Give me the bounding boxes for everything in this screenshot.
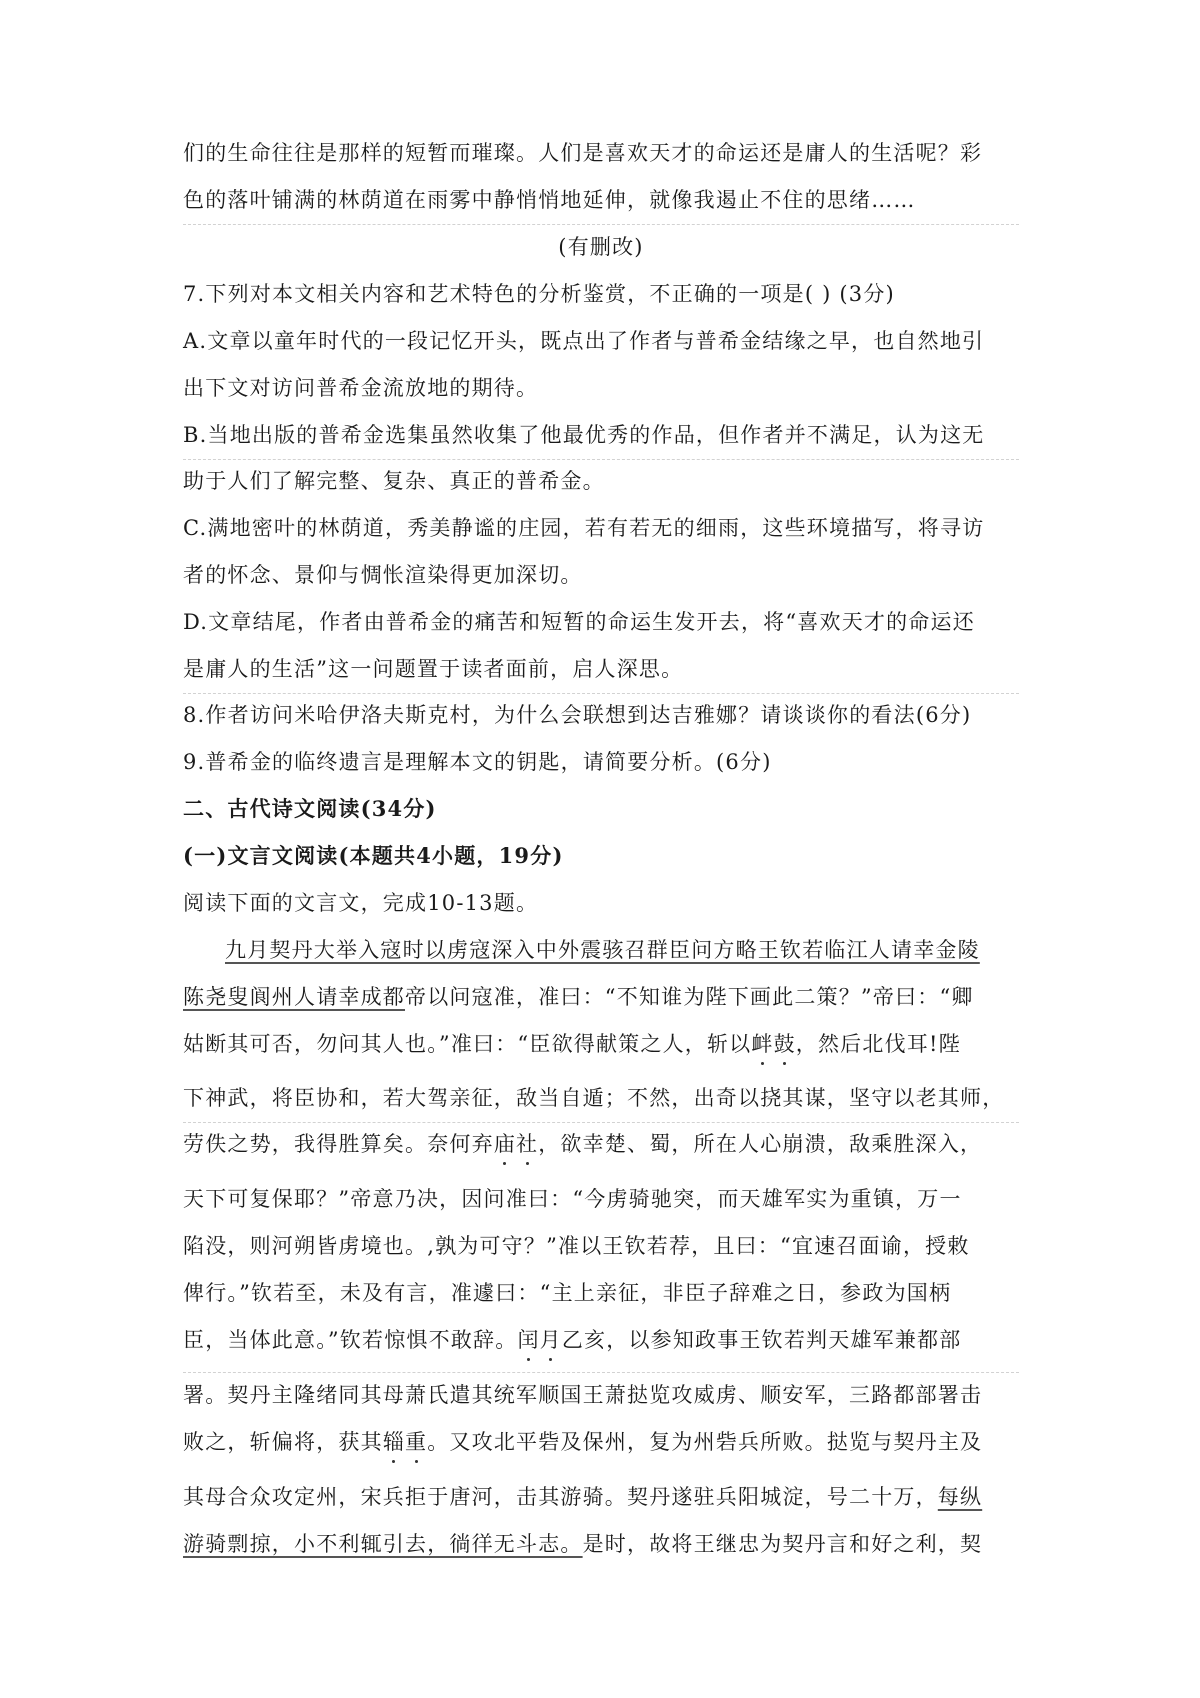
section-heading: 二、古代诗文阅读(34分) [183,796,437,821]
emphasis-char: 鼓 [774,1029,796,1059]
classical-line [183,982,1019,1012]
classical-text: ，然后北伐耳!陛 [795,1032,961,1056]
classical-text: 帝以问寇准，准曰：“不知谁为陛下画此二策？”帝曰：“卿 [405,985,974,1009]
classical-line [225,935,1019,965]
underlined-sentence: 每纵 [937,1485,983,1509]
classical-text: 败之，斩偏将，获其 [183,1430,383,1454]
classical-text: 臣，当体此意。”钦若惊惧不敢辞。 [183,1328,518,1352]
emphasis-char: 重 [405,1427,427,1457]
question-9: 9.普希金的临终遗言是理解本文的钥匙，请简要分析。(6分) [183,750,772,774]
classical-line: 署。契丹主隆绪同其母萧氏遣其统军顺国王萧挞览攻威虏、顺安军，三路都部署击 [183,1383,983,1407]
question-7-option-c: C.满地密叶的林荫道，秀美静谧的庄园，若有若无的细雨，这些环境描写，将寻访 [183,516,985,540]
classical-text: 乙亥，以参知政事王钦若判天雄军兼都部 [561,1328,962,1352]
classical-text: ，欲幸楚、蜀，所在人心崩溃，敌乘胜深入， [538,1132,983,1156]
dotted-divider [183,224,1019,225]
classical-line: 陷没，则河朔皆虏境也。,孰为可守？”准以王钦若荐，且曰：“宜速召面谕，授敕 [183,1234,970,1258]
source-note: (有删改) [558,235,644,259]
dotted-divider [183,459,1019,460]
classical-text: 是时，故将王继忠为契丹言和好之利，契 [582,1532,983,1556]
classical-line: 俾行。”钦若至，未及有言，准遽曰：“主上亲征，非臣子辞难之日，参政为国柄 [183,1281,952,1305]
question-7-option-d: D.文章结尾，作者由普希金的痛苦和短暂的命运生发开去，将“喜欢天才的命运还 [183,610,975,634]
question-7-option-a: A.文章以童年时代的一段记忆开头，既点出了作者与普希金结缘之早，也自然地引 [183,329,985,353]
emphasis-char: 月 [540,1325,562,1355]
classical-text: 其母合众攻定州，宋兵拒于唐河，击其游骑。契丹遂驻兵阳城淀，号二十万， [183,1485,938,1509]
subsection-heading: (一)文言文阅读(本题共4小题，19分) [183,843,564,868]
question-8: 8.作者访问米哈伊洛夫斯克村，为什么会联想到达吉雅娜？请谈谈你的看法(6分) [183,703,972,727]
emphasis-char: 衅 [751,1029,773,1059]
dotted-divider [183,693,1019,694]
classical-line [183,1427,1019,1457]
classical-text: 姑断其可否，勿问其人也。”准曰：“臣欲得献策之人，斩以 [183,1032,752,1056]
classical-text: 。又攻北平砦及保州，复为州砦兵所败。挞览与契丹主及 [427,1430,983,1454]
underlined-sentence: 游骑剽掠，小不利辄引去，徜徉无斗志。 [183,1532,583,1556]
classical-line [183,1482,1019,1512]
classical-line: 天下可复保耶？”帝意乃决，因问准曰：“今虏骑驰突，而天雄军实为重镇，万一 [183,1187,962,1211]
dotted-divider [183,1122,1019,1123]
classical-line [183,1529,1019,1559]
question-7-option-a-cont: 出下文对访问普希金流放地的期待。 [183,376,539,400]
classical-line [183,1325,1019,1355]
question-7-stem: 7.下列对本文相关内容和艺术特色的分析鉴赏，不正确的一项是( ) (3分) [183,282,895,306]
underlined-sentence: 九月契丹大举入寇时以虏寇深入中外震骇召群臣问方略王钦若临江人请幸金陵 [225,938,980,962]
question-7-option-b-cont: 助于人们了解完整、复杂、真正的普希金。 [183,469,605,493]
emphasis-char: 社 [516,1129,538,1159]
classical-line: 下神武，将臣协和，若大驾亲征，敌当自遁；不然，出奇以挠其谋，坚守以老其师， [183,1086,1005,1110]
question-7-option-b: B.当地出版的普希金选集虽然收集了他最优秀的作品，但作者并不满足，认为这无 [183,423,985,447]
passage-line: 色的落叶铺满的林荫道在雨雾中静悄悄地延伸，就像我遏止不住的思绪…… [183,188,916,212]
passage-line: 们的生命往往是那样的短暂而璀璨。人们是喜欢天才的命运还是庸人的生活呢？彩 [183,141,983,165]
classical-line [183,1129,1019,1159]
question-7-option-c-cont: 者的怀念、景仰与惆怅渲染得更加深切。 [183,563,583,587]
reading-instruction: 阅读下面的文言文，完成10-13题。 [183,891,539,915]
classical-line [183,1029,1019,1059]
classical-text: 劳佚之势，我得胜算矣。奈何弃 [183,1132,494,1156]
question-7-option-d-cont: 是庸人的生活”这一问题置于读者面前，启人深思。 [183,657,684,681]
dotted-divider [183,1372,1019,1373]
emphasis-char: 庙 [494,1129,516,1159]
emphasis-char: 闰 [517,1325,539,1355]
underlined-sentence: 陈尧叟阆州人请幸成都 [183,985,405,1009]
emphasis-char: 辎 [383,1427,405,1457]
